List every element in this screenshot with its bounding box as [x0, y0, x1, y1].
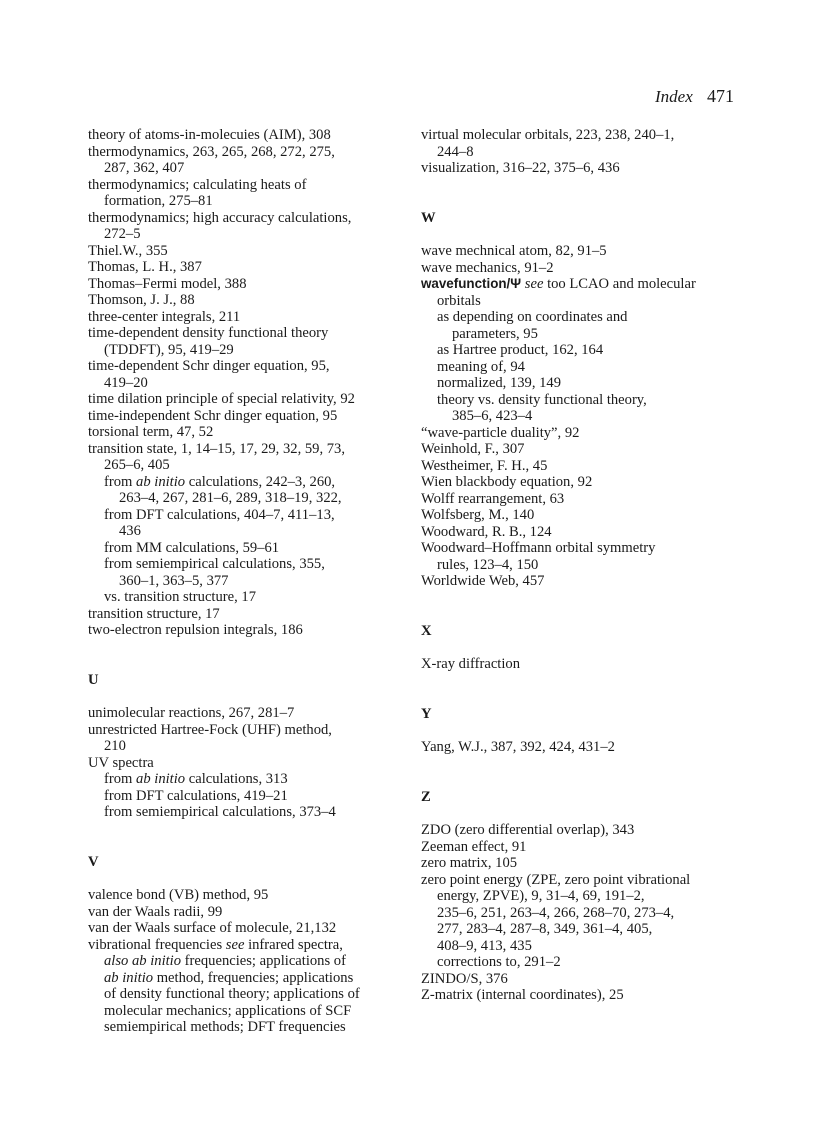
entry-text: of density functional theory; applications of — [104, 986, 360, 1002]
entry-text: Thomas–Fermi model, 388 — [88, 275, 247, 292]
entry-text: thermodynamics; calculating heats of — [88, 176, 307, 193]
index-subentry — [88, 523, 410, 540]
entry-text: 263–4, 267, 281–6, 289, 318–19, 322, — [119, 490, 342, 506]
index-subentry — [88, 589, 410, 606]
index-entry — [421, 491, 751, 508]
entry-text: Thiel.W., 355 — [88, 242, 168, 259]
index-entry — [421, 872, 751, 889]
entry-text: calculations, 242–3, 260, — [185, 473, 336, 490]
entry-text: molecular mechanics; applications of SCF — [104, 1002, 352, 1019]
entry-text: zero point energy (ZPE, zero point vibrational — [421, 871, 691, 888]
index-subentry — [88, 540, 410, 557]
section-spacer — [421, 639, 751, 656]
entry-text: transition state, 1, 14–15, 17, 29, 32, 59, 73, — [88, 440, 345, 457]
entry-text: formation, 275–81 — [104, 193, 213, 209]
entry-text-italic: ab initio — [136, 771, 186, 787]
index-entry — [421, 458, 751, 475]
entry-text: wave mechanics, 91–2 — [421, 259, 554, 276]
section-spacer — [421, 722, 751, 739]
entry-text-italic: see — [524, 276, 544, 292]
entry-text: UV spectra — [88, 754, 154, 771]
index-subentry — [421, 309, 751, 326]
index-subentry — [421, 954, 751, 971]
index-subentry — [88, 1003, 410, 1020]
index-subentry — [421, 359, 751, 376]
entry-text: from DFT calculations, 419–21 — [104, 787, 288, 804]
index-subentry — [421, 392, 751, 409]
index-entry — [421, 540, 751, 557]
section-spacer — [421, 590, 751, 623]
entry-text: ZDO (zero differential overlap), 343 — [421, 822, 635, 838]
entry-text: unimolecular reactions, 267, 281–7 — [88, 705, 295, 721]
index-entry — [421, 276, 751, 293]
index-subentry — [421, 375, 751, 392]
entry-text: from — [104, 473, 137, 490]
entry-text: 408–9, 413, 435 — [437, 937, 532, 954]
section-spacer — [421, 177, 751, 210]
entry-text: torsional term, 47, 52 — [88, 424, 214, 440]
index-subentry — [421, 938, 751, 955]
entry-text: as Hartree product, 162, 164 — [437, 342, 604, 358]
index-subentry — [88, 474, 410, 491]
index-entry — [421, 127, 751, 144]
entry-text: Westheimer, F. H., 45 — [421, 457, 548, 474]
section-spacer — [421, 673, 751, 706]
index-subentry — [421, 326, 751, 343]
entry-text: Weinhold, F., 307 — [421, 441, 525, 457]
index-entry — [88, 127, 410, 144]
index-subentry — [88, 738, 410, 755]
index-subentry — [88, 573, 410, 590]
index-entry — [88, 887, 410, 904]
entry-text: Worldwide Web, 457 — [421, 573, 545, 589]
entry-text: corrections to, 291–2 — [437, 954, 561, 970]
entry-text: method, frequencies; applications — [153, 969, 354, 986]
entry-text: rules, 123–4, 150 — [437, 556, 539, 573]
index-subentry — [88, 193, 410, 210]
entry-text: X-ray diffraction — [421, 656, 521, 672]
index-subentry — [88, 771, 410, 788]
entry-text: 436 — [119, 523, 141, 539]
entry-text: parameters, 95 — [452, 325, 538, 342]
index-entry — [88, 325, 410, 342]
entry-text: 210 — [104, 738, 126, 754]
entry-text: 360–1, 363–5, 377 — [119, 572, 229, 589]
index-subentry — [421, 144, 751, 161]
entry-text: thermodynamics; high accuracy calculations, — [88, 209, 352, 226]
running-title: Index — [654, 87, 693, 106]
entry-text: Thomson, J. J., 88 — [88, 292, 195, 308]
index-entry — [421, 987, 751, 1004]
index-subentry — [88, 507, 410, 524]
entry-text: 265–6, 405 — [104, 457, 170, 473]
section-letter-v: V — [88, 853, 99, 870]
entry-text-italic: ab initio — [104, 969, 154, 986]
index-entry — [421, 839, 751, 856]
index-entry — [421, 160, 751, 177]
entry-text: theory vs. density functional theory, — [437, 391, 647, 408]
entry-text: from MM calculations, 59–61 — [104, 539, 280, 556]
entry-text: 235–6, 251, 263–4, 266, 268–70, 273–4, — [437, 904, 675, 921]
entry-text: vs. transition structure, 17 — [104, 589, 256, 605]
section-spacer — [88, 639, 410, 672]
index-entry — [88, 937, 410, 954]
entry-text: energy, ZPVE), 9, 31–4, 69, 191–2, — [437, 888, 645, 904]
entry-text: thermodynamics, 263, 265, 268, 272, 275, — [88, 143, 335, 160]
index-entry — [88, 210, 410, 227]
entry-text: time-dependent density functional theory — [88, 325, 329, 341]
index-subentry — [88, 970, 410, 987]
entry-text: (TDDFT), 95, 419–29 — [104, 341, 234, 358]
section-letter-u: U — [88, 671, 99, 688]
entry-text: Woodward–Hoffmann orbital symmetry — [421, 540, 656, 556]
entry-text: Woodward, R. B., 124 — [421, 523, 552, 540]
index-entry — [88, 705, 410, 722]
entry-text: Wolfsberg, M., 140 — [421, 507, 535, 523]
index-subentry — [88, 457, 410, 474]
index-entry — [421, 822, 751, 839]
section-letter-z: Z — [421, 788, 431, 805]
index-subentry — [421, 408, 751, 425]
entry-text: valence bond (VB) method, 95 — [88, 887, 269, 903]
index-subentry — [88, 556, 410, 573]
index-entry — [88, 309, 410, 326]
entry-text: from — [104, 771, 137, 787]
index-entry — [88, 358, 410, 375]
entry-text: wavefunction/Ψ — [421, 276, 522, 291]
index-entry — [421, 573, 751, 590]
entry-text: wave mechnical atom, 82, 91–5 — [421, 243, 607, 259]
index-entry — [88, 243, 410, 260]
section-letter-y: Y — [421, 705, 432, 722]
entry-text: 287, 362, 407 — [104, 160, 185, 176]
entry-text: time dilation principle of special relativity, 92 — [88, 391, 355, 407]
index-subentry — [421, 557, 751, 574]
entry-text: Wien blackbody equation, 92 — [421, 474, 593, 490]
entry-text: visualization, 316–22, 375–6, 436 — [421, 160, 620, 176]
index-entry — [88, 441, 410, 458]
index-entry — [421, 441, 751, 458]
index-entry — [88, 391, 410, 408]
entry-text: zero matrix, 105 — [421, 855, 518, 871]
entry-text: time-dependent Schr dinger equation, 95, — [88, 358, 330, 374]
entry-text: two-electron repulsion integrals, 186 — [88, 622, 303, 638]
entry-text: Wolff rearrangement, 63 — [421, 490, 565, 507]
index-subentry — [88, 953, 410, 970]
entry-text: ZINDO/S, 376 — [421, 970, 508, 987]
index-entry — [421, 971, 751, 988]
index-entry — [421, 474, 751, 491]
index-subentry — [421, 905, 751, 922]
index-entry — [421, 739, 751, 756]
entry-text: calculations, 313 — [185, 771, 288, 787]
entry-text: infrared spectra, — [244, 936, 343, 953]
section-spacer — [421, 226, 751, 243]
entry-text: too LCAO and molecular — [543, 276, 696, 292]
section-spacer — [421, 756, 751, 789]
index-subentry — [88, 490, 410, 507]
index-entry — [88, 259, 410, 276]
index-column-right — [421, 127, 751, 1004]
entry-text: from semiempirical calculations, 373–4 — [104, 804, 336, 820]
page-number: 471 — [707, 86, 734, 106]
index-entry — [421, 656, 751, 673]
index-entry — [421, 243, 751, 260]
entry-text: 277, 283–4, 287–8, 349, 361–4, 405, — [437, 921, 653, 937]
index-entry — [421, 507, 751, 524]
entry-text: Z-matrix (internal coordinates), 25 — [421, 987, 624, 1003]
index-subentry — [88, 986, 410, 1003]
index-subentry — [88, 788, 410, 805]
index-entry — [88, 904, 410, 921]
index-entry — [88, 622, 410, 639]
index-entry — [421, 425, 751, 442]
index-subentry — [88, 1019, 410, 1036]
section-spacer — [88, 870, 410, 887]
index-subentry — [88, 160, 410, 177]
section-letter-w: W — [421, 209, 436, 226]
index-entry — [88, 177, 410, 194]
entry-text: as depending on coordinates and — [437, 309, 628, 325]
entry-text: “wave-particle duality”, 92 — [421, 424, 580, 441]
entry-text: virtual molecular orbitals, 223, 238, 240–1, — [421, 127, 675, 143]
entry-text: 419–20 — [104, 374, 148, 391]
entry-text: Thomas, L. H., 387 — [88, 259, 202, 275]
entry-text: theory of atoms-in-molecuies (AIM), 308 — [88, 127, 331, 143]
entry-text: transition structure, 17 — [88, 605, 220, 622]
entry-text: Yang, W.J., 387, 392, 424, 431–2 — [421, 739, 615, 755]
entry-text: from DFT calculations, 404–7, 411–13, — [104, 506, 335, 523]
index-entry — [88, 606, 410, 623]
index-subentry — [421, 293, 751, 310]
index-entry — [88, 920, 410, 937]
entry-text: time-independent Schr dinger equation, 95 — [88, 407, 338, 424]
index-subentry — [88, 375, 410, 392]
entry-text: 244–8 — [437, 143, 474, 160]
entry-text: meaning of, 94 — [437, 358, 525, 375]
entry-text-italic: also ab initio — [104, 953, 182, 969]
index-entry — [88, 408, 410, 425]
entry-text: semiempirical methods; DFT frequencies — [104, 1019, 346, 1035]
index-subentry — [421, 888, 751, 905]
index-entry — [88, 755, 410, 772]
index-subentry — [88, 342, 410, 359]
index-subentry — [421, 921, 751, 938]
entry-text: 385–6, 423–4 — [452, 408, 533, 424]
entry-text: frequencies; applications of — [181, 953, 346, 969]
entry-text: unrestricted Hartree-Fock (UHF) method, — [88, 721, 332, 738]
index-entry — [88, 424, 410, 441]
entry-text: van der Waals radii, 99 — [88, 903, 223, 920]
index-subentry — [421, 342, 751, 359]
index-column-left — [88, 127, 410, 1036]
entry-text: 272–5 — [104, 226, 141, 242]
section-spacer — [421, 805, 751, 822]
section-letter-x: X — [421, 622, 432, 639]
section-spacer — [88, 688, 410, 705]
entry-text: vibrational frequencies — [88, 936, 226, 953]
entry-text: Zeeman effect, 91 — [421, 838, 527, 855]
index-subentry — [88, 226, 410, 243]
entry-text-italic: see — [225, 936, 245, 953]
index-entry — [88, 292, 410, 309]
index-subentry — [88, 804, 410, 821]
index-entry — [88, 276, 410, 293]
entry-text: orbitals — [437, 292, 481, 309]
index-entry — [421, 260, 751, 277]
section-spacer — [88, 821, 410, 854]
index-entry — [88, 722, 410, 739]
running-header — [655, 86, 734, 107]
entry-text-italic: ab initio — [136, 473, 186, 490]
entry-text: van der Waals surface of molecule, 21,132 — [88, 920, 337, 936]
entry-text: three-center integrals, 211 — [88, 308, 241, 325]
index-entry — [88, 144, 410, 161]
entry-text: normalized, 139, 149 — [437, 375, 562, 391]
index-entry — [421, 524, 751, 541]
index-entry — [421, 855, 751, 872]
entry-text: from semiempirical calculations, 355, — [104, 556, 325, 572]
